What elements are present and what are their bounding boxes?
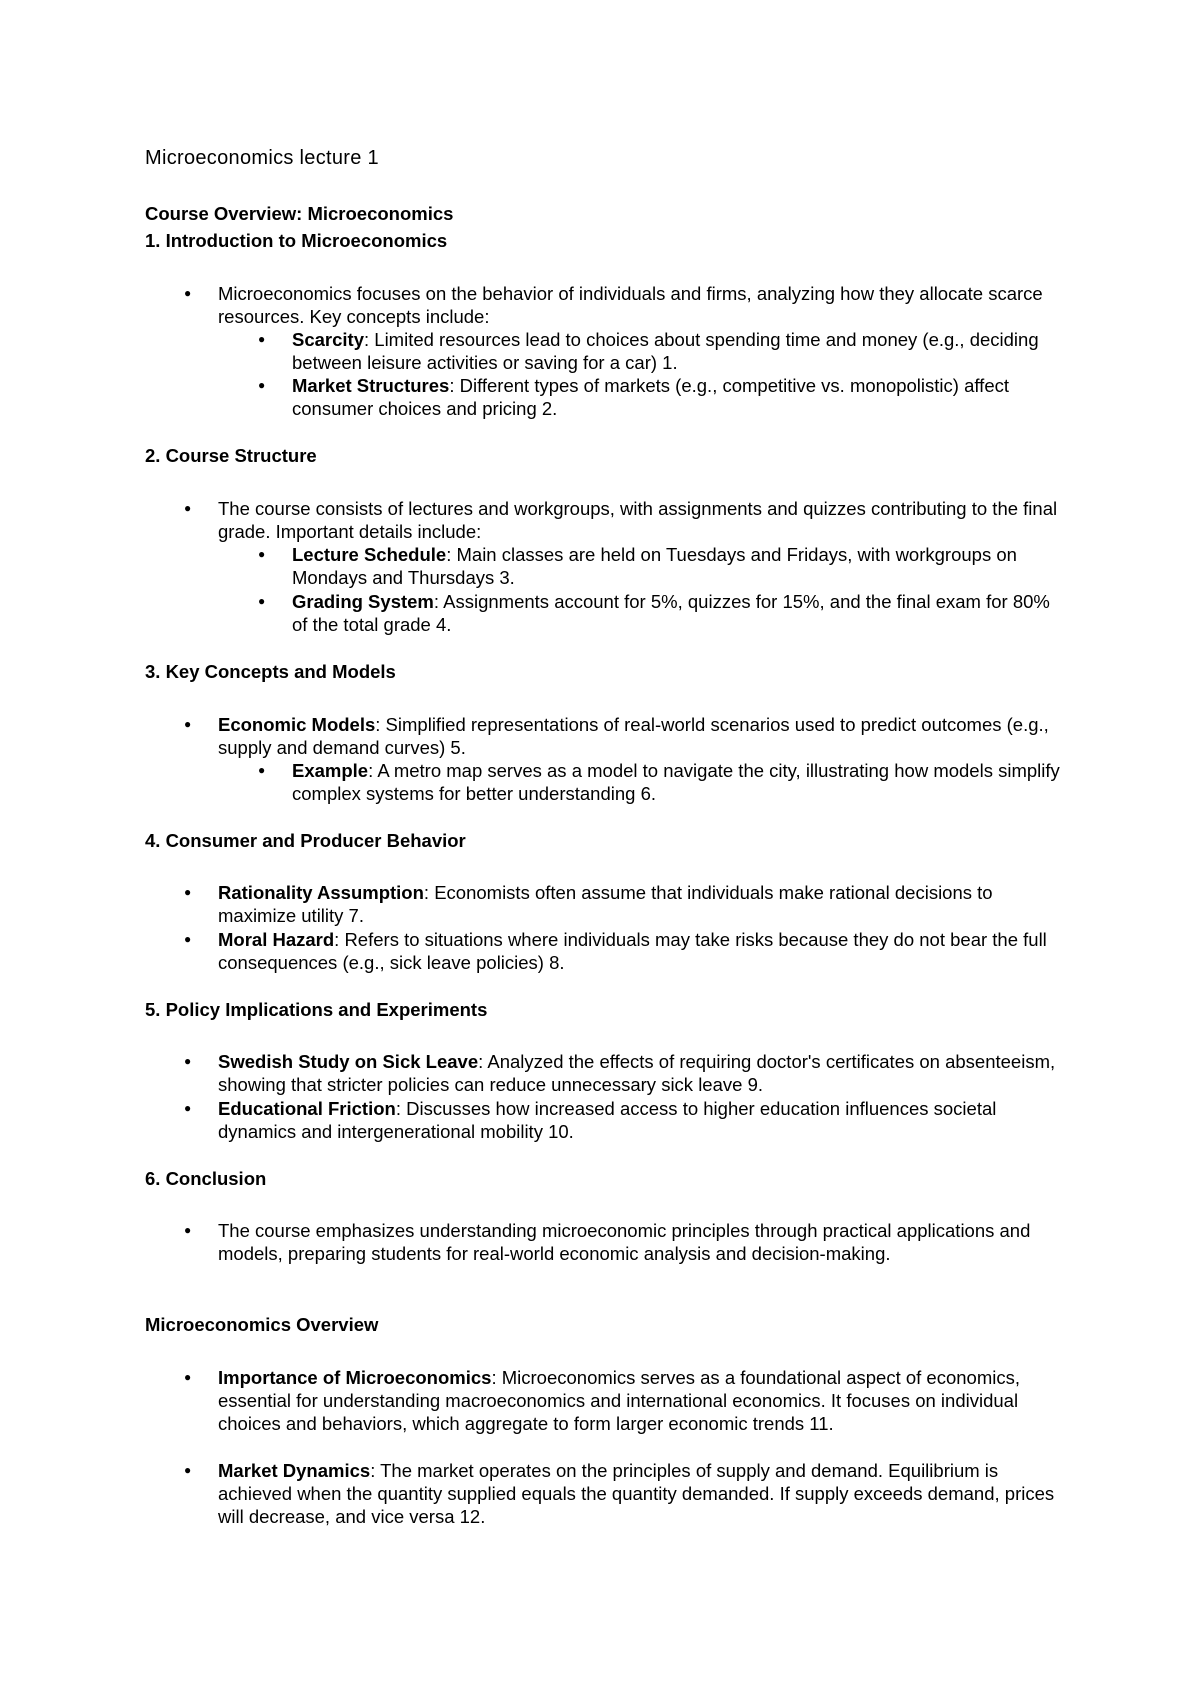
item-term: Moral Hazard <box>218 929 335 950</box>
section-heading: 3. Key Concepts and Models <box>145 661 396 682</box>
section-heading: 2. Course Structure <box>145 445 317 466</box>
item-term: Example <box>292 760 369 781</box>
item-text: : Assignments account for 5%, quizzes for 15%, and the final exam for 80% of the total grade 4. <box>292 591 1050 635</box>
list-item <box>184 1050 1068 1096</box>
bullet-icon: ● <box>184 1223 192 1237</box>
bullet-icon: ● <box>184 1463 192 1477</box>
bullet-icon: ● <box>258 332 266 346</box>
section-heading: 1. Introduction to Microeconomics <box>145 230 448 251</box>
item-text: : Discusses how increased access to higher education influences societal dynamics and intergenerational mobility 10. <box>218 1098 997 1142</box>
bullet-icon: ● <box>258 547 266 561</box>
bullet-icon: ● <box>184 1101 192 1115</box>
item-term: Lecture Schedule <box>292 544 447 565</box>
list-item <box>184 713 1068 759</box>
list-item <box>184 1219 1068 1265</box>
bullet-icon: ● <box>184 932 192 946</box>
item-text: : Different types of markets (e.g., competitive vs. monopolistic) affect consumer choices and pricing 2. <box>292 375 1009 419</box>
list-item <box>184 1097 1068 1143</box>
item-text: : Limited resources lead to choices about spending time and money (e.g., deciding between leisure activities or saving for a car) 1. <box>292 329 1039 373</box>
item-term: Market Structures <box>292 375 450 396</box>
section-heading: 5. Policy Implications and Experiments <box>145 999 488 1020</box>
list-item <box>184 1366 1068 1435</box>
overview-heading: Course Overview: Microeconomics <box>145 203 454 224</box>
item-text: : Refers to situations where individuals may take risks because they do not bear the full consequences (e.g., sick leave policies) 8. <box>218 929 1047 973</box>
item-term: Market Dynamics <box>218 1460 371 1481</box>
list-item <box>184 497 1068 543</box>
list-item <box>184 928 1068 974</box>
bullet-icon: ● <box>184 501 192 515</box>
item-text: : Economists often assume that individuals make rational decisions to maximize utility 7. <box>218 882 993 926</box>
bullet-icon: ● <box>258 378 266 392</box>
item-text: : Simplified representations of real-world scenarios used to predict outcomes (e.g., supply and demand curves) 5. <box>218 714 1049 758</box>
bullet-icon: ● <box>258 763 266 777</box>
item-text: The course consists of lectures and workgroups, with assignments and quizzes contributing to the final grade. Important details include: <box>218 498 1058 542</box>
item-text: Microeconomics focuses on the behavior of individuals and firms, analyzing how they allocate scarce resources. Key concepts include: <box>218 283 1043 327</box>
bullet-icon: ● <box>184 717 192 731</box>
item-text: : Main classes are held on Tuesdays and Fridays, with workgroups on Mondays and Thursdays 3. <box>292 544 1017 588</box>
item-term: Scarcity <box>292 329 364 350</box>
item-text: The course emphasizes understanding microeconomic principles through practical applications and models, preparing students for real-world economic analysis and decision-making. <box>218 1220 1031 1264</box>
item-text: : Microeconomics serves as a foundational aspect of economics, essential for understanding macroeconomics and international economics. It focuses on individual choices and behaviors, which aggregate to form larger economic trends 11. <box>218 1367 1020 1434</box>
bullet-icon: ● <box>258 594 266 608</box>
list-item <box>184 282 1068 328</box>
section-heading: 6. Conclusion <box>145 1168 267 1189</box>
document-title: Microeconomics lecture 1 <box>145 147 379 169</box>
item-term: Grading System <box>292 591 434 612</box>
bullet-icon: ● <box>184 1370 192 1384</box>
sub-list-item <box>258 759 1068 805</box>
item-term: Economic Models <box>218 714 376 735</box>
item-term: Rationality Assumption <box>218 882 424 903</box>
section-heading: Microeconomics Overview <box>145 1314 379 1335</box>
section-heading: 4. Consumer and Producer Behavior <box>145 830 466 851</box>
sub-list-item <box>258 374 1068 420</box>
list-item <box>184 881 1068 927</box>
item-term: Swedish Study on Sick Leave <box>218 1051 479 1072</box>
bullet-icon: ● <box>184 1054 192 1068</box>
item-text: : Analyzed the effects of requiring doctor's certificates on absenteeism, showing that stricter policies can reduce unnecessary sick leave 9. <box>218 1051 1056 1095</box>
item-text: : The market operates on the principles of supply and demand. Equilibrium is achieved when the quantity supplied equals the quantity demanded. If supply exceeds demand, prices will decrease, and vice versa 12. <box>218 1460 1055 1527</box>
item-text: : A metro map serves as a model to navigate the city, illustrating how models simplify complex systems for better understanding 6. <box>292 760 1060 804</box>
item-term: Importance of Microeconomics <box>218 1367 492 1388</box>
list-item <box>184 1459 1068 1528</box>
bullet-icon: ● <box>184 286 192 300</box>
sub-list-item <box>258 590 1068 636</box>
sub-list-item <box>258 543 1068 589</box>
sub-list-item <box>258 328 1068 374</box>
bullet-icon: ● <box>184 885 192 899</box>
item-term: Educational Friction <box>218 1098 396 1119</box>
